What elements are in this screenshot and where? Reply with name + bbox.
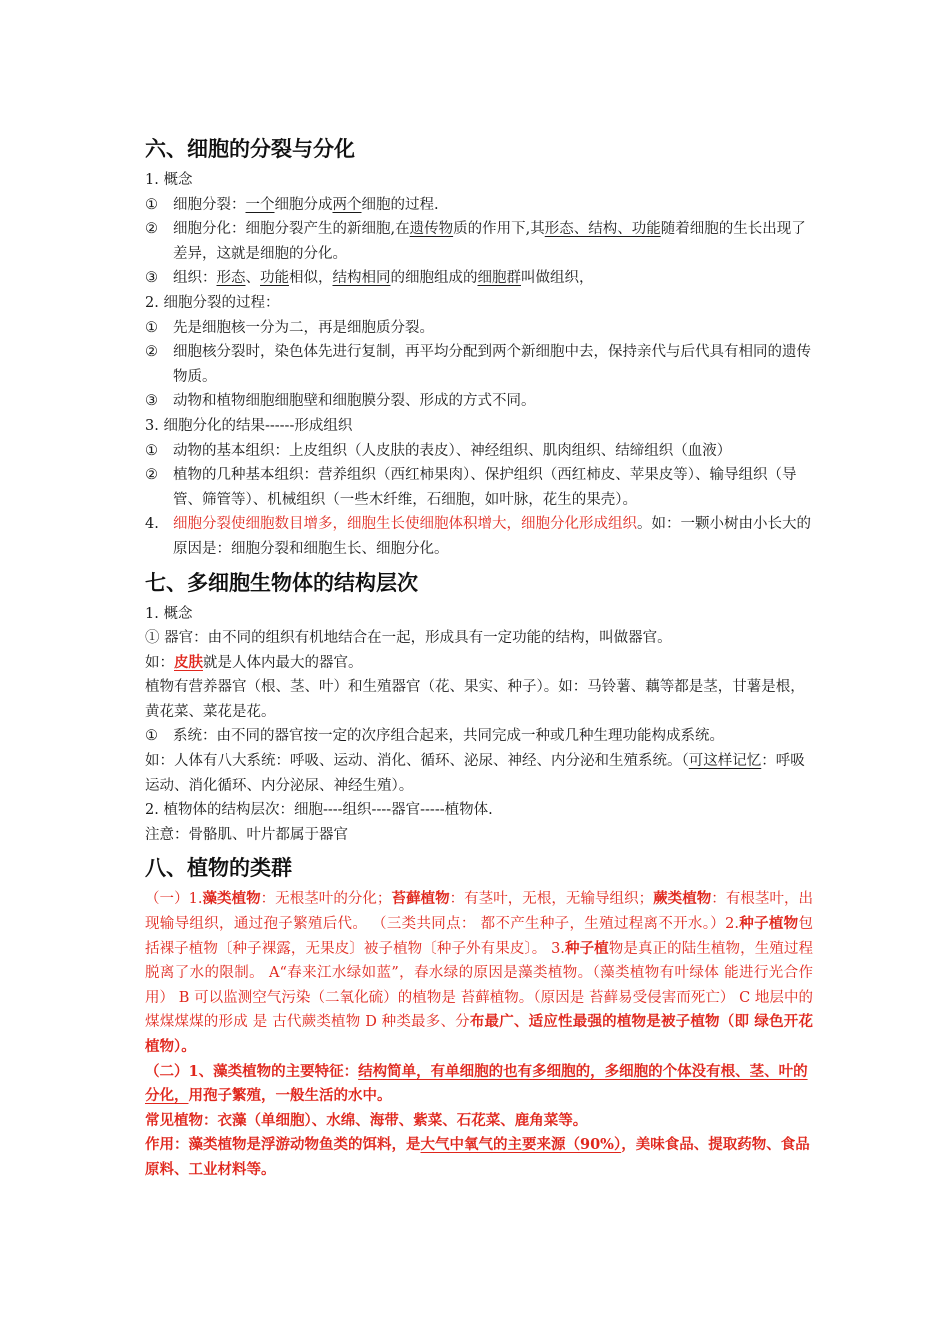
text: 先是细胞核一分为二，再是细胞质分裂。 bbox=[173, 319, 434, 336]
s7-organ-def: ① 器官：由不同的组织有机地结合在一起，形成具有一定功能的结构，叫做器官。 bbox=[145, 630, 672, 647]
circled-2: ② bbox=[145, 344, 158, 361]
bold-term: 种子植 bbox=[564, 939, 609, 957]
underlined-text: 功能 bbox=[260, 270, 289, 287]
s8-red-paragraph bbox=[145, 887, 813, 1059]
text: 如：人体有八大系统：呼吸、运动、消化、循环、泌尿、神经、内分泌和生殖系统。（ bbox=[145, 753, 689, 770]
s7-system-def bbox=[145, 724, 813, 749]
circled-1: ① bbox=[145, 728, 158, 745]
text: 组织： bbox=[173, 270, 217, 287]
s6-result-2 bbox=[145, 463, 813, 512]
bold-term: 蕨类植物 bbox=[653, 890, 712, 908]
underlined-text: 大气中氧气的主要来源（90%） bbox=[420, 1136, 622, 1154]
s6-item-division bbox=[145, 193, 813, 218]
section-8-heading: 八、植物的类群 bbox=[145, 856, 292, 881]
text: 植物的几种基本组织：营养组织（西红柿果肉）、保护组织（西红柿皮、苹果皮等）、输导组织（导管、筛管等）、机械组织（一些木纤维，石细胞，如叶脉，花生的果壳）。 bbox=[173, 467, 797, 508]
underlined-text: 一个 bbox=[245, 196, 275, 213]
document-page bbox=[145, 134, 813, 1183]
underlined-text: 细胞群 bbox=[477, 270, 521, 287]
text: 细胞分化：细胞分裂产生的新细胞,在 bbox=[173, 221, 410, 238]
s8-uses bbox=[145, 1133, 813, 1182]
text: 动物和植物细胞细胞壁和细胞膜分裂、形成的方式不同。 bbox=[173, 393, 536, 410]
text: 系统：由不同的器官按一定的次序组合起来，共同完成一种或几种生理功能构成系统。 bbox=[173, 728, 724, 745]
text: 动物的基本组织：上皮组织（人皮肤的表皮）、神经组织、肌肉组织、结缔组织（血液） bbox=[173, 442, 732, 459]
number-4: 4. bbox=[145, 516, 159, 533]
text: 细胞分裂： bbox=[173, 196, 246, 213]
text: ，美味食品、提取药物、食品原料、工业材料等。 bbox=[145, 1136, 810, 1178]
s7-eight-systems bbox=[145, 749, 813, 798]
underlined-text: 遗传物 bbox=[409, 221, 454, 238]
s6-process-3 bbox=[145, 389, 813, 414]
underlined-text: 结构简单，有单细胞的也有多细胞的，多细胞的个体没有根、茎、叶的分化， bbox=[145, 1062, 808, 1105]
s6-process-1 bbox=[145, 316, 813, 341]
bold-term: 种子植物 bbox=[738, 915, 799, 933]
s6-process-2 bbox=[145, 340, 813, 389]
text: ：呼吸运动、消化循环、内分泌尿、神经生殖）。 bbox=[145, 753, 805, 794]
underlined-text: 形态、结构、功能 bbox=[544, 221, 661, 238]
s6-process-label: 2. 细胞分裂的过程： bbox=[145, 294, 280, 311]
circled-3: ③ bbox=[145, 270, 158, 287]
red-emphasis: 细胞分裂使细胞数目增多，细胞生长使细胞体积增大，细胞分化形成组织 bbox=[173, 516, 637, 533]
text: 质的作用下,其 bbox=[453, 221, 545, 238]
text: ：有茎叶，无根，无输导组织； bbox=[449, 891, 654, 908]
text: ：有根茎叶，出现输导组织，通过孢子繁殖后代。 （三类共同点： 都不产生种子，生殖过程离不开水。）2. bbox=[145, 891, 814, 933]
circled-1: ① bbox=[145, 196, 158, 213]
s6-concept-label: 1. 概念 bbox=[145, 172, 193, 188]
section-7-heading: 七、多细胞生物体的结构层次 bbox=[145, 570, 418, 595]
bold-text: 布最广、适应性最强的植物是被子植物（即 绿色开花植物）。 bbox=[145, 1013, 814, 1055]
s7-concept-label: 1. 概念 bbox=[145, 605, 193, 622]
s8-common-plants: 常见植物：衣藻（单细胞）、水绵、海带、紫菜、石花菜、鹿角菜等。 bbox=[145, 1111, 588, 1129]
s7-note: 注意：骨骼肌、叶片都属于器官 bbox=[145, 826, 348, 843]
text: 就是人体内最大的器官。 bbox=[203, 654, 363, 671]
s6-point-4 bbox=[145, 512, 813, 561]
s7-plant-levels: 2. 植物体的结构层次：细胞----组织----器官-----植物体. bbox=[145, 802, 493, 819]
s6-result-label: 3. 细胞分化的结果------形成组织 bbox=[145, 417, 353, 434]
underlined-text: 形态 bbox=[216, 270, 246, 287]
s6-item-tissue bbox=[145, 266, 813, 291]
s6-result-1 bbox=[145, 439, 813, 464]
text: 叫做组织， bbox=[521, 270, 594, 287]
circled-2: ② bbox=[145, 467, 158, 484]
bold-term: 苔藓植物 bbox=[391, 890, 450, 908]
underlined-text: 两个 bbox=[332, 196, 362, 213]
text: 用孢子繁殖，一般生活的水中。 bbox=[188, 1087, 392, 1105]
text: 细胞分成 bbox=[274, 196, 333, 213]
circled-1: ① bbox=[145, 319, 158, 336]
text: 的细胞组成的 bbox=[390, 270, 478, 287]
text: （二）1、藻类植物的主要特征： bbox=[145, 1062, 359, 1080]
text: 物是真正的陆生植物，生殖过程脱离了水的限制。 A“春来江水绿如蓝”，春水绿的原因是藻类植物。（藻类植物有叶绿体 能进行光合作用） B 可以监测空气污染（二氧化硫）的植物是 苔藓植物。（原因是 苔藓易受侵害而死亡） C 地层中的煤煤煤煤的形成 是 古代蕨类植物 D 种类最多、分 bbox=[145, 940, 813, 1031]
text: 、 bbox=[245, 270, 260, 287]
s7-skin-example bbox=[145, 651, 813, 676]
text: 随着细胞的生长出现了差异，这就是细胞的分化。 bbox=[173, 221, 806, 262]
circled-2: ② bbox=[145, 221, 158, 238]
text: 。如：一颗小树由小长大的原因是：细胞分裂和细胞生长、细胞分化。 bbox=[173, 516, 811, 557]
bold-term: 藻类植物 bbox=[202, 890, 261, 908]
s8-algae-features bbox=[145, 1060, 813, 1109]
s7-plant-organs: 植物有营养器官（根、茎、叶）和生殖器官（花、果实、种子）。如：马铃薯、藕等都是茎，甘薯是根，黄花菜、菜花是花。 bbox=[145, 679, 805, 720]
text: 包括裸子植物〔种子裸露，无果皮〕被子植物〔种子外有果皮〕。 3. bbox=[145, 916, 813, 957]
text: 相似， bbox=[289, 270, 333, 287]
red-underlined-text: 皮肤 bbox=[174, 653, 203, 671]
text: ：无根茎叶的分化； bbox=[260, 891, 392, 908]
underlined-text: 结构相同 bbox=[332, 270, 391, 287]
text: 细胞的过程. bbox=[361, 196, 439, 213]
text: 作用：藻类植物是浮游动物鱼类的饵料，是 bbox=[145, 1136, 421, 1154]
underlined-text: 可这样记忆 bbox=[688, 753, 762, 770]
s6-item-differentiation bbox=[145, 217, 813, 266]
circled-1: ① bbox=[145, 442, 158, 459]
text: 如： bbox=[145, 654, 174, 671]
text: （一）1. bbox=[145, 891, 203, 908]
section-6-heading: 六、细胞的分裂与分化 bbox=[145, 137, 355, 161]
circled-3: ③ bbox=[145, 393, 158, 410]
text: 细胞核分裂时，染色体先进行复制，再平均分配到两个新细胞中去，保持亲代与后代具有相同的遗传物质。 bbox=[173, 344, 811, 385]
